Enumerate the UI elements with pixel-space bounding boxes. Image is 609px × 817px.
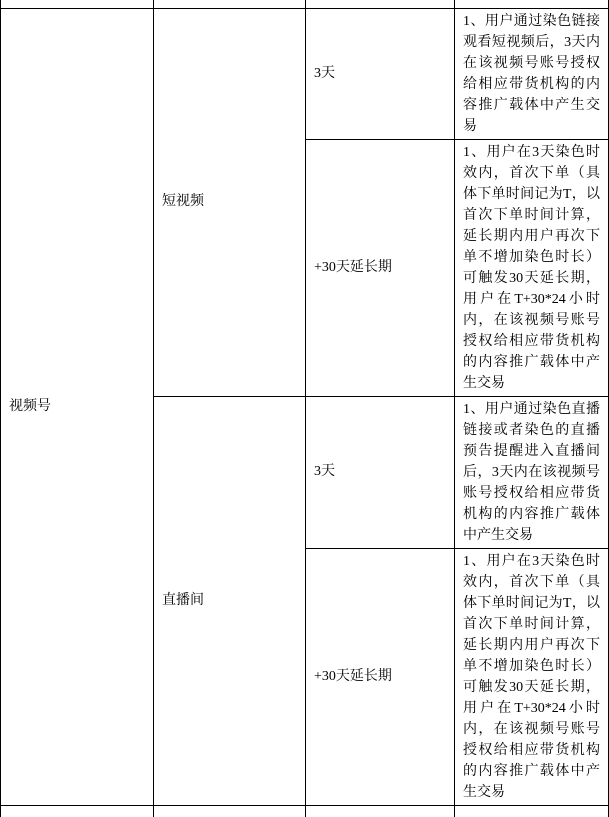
cell-empty: [306, 0, 455, 8]
cell-empty: [306, 805, 455, 817]
table-row-short-video-3day: [1, 8, 609, 139]
cell-period-extension: +30天延长期: [306, 139, 455, 396]
cell-empty: [455, 0, 609, 8]
cell-period-extension: +30天延长期: [306, 548, 455, 805]
cell-description-short-video-extension: 1、用户在3天染色时效内，首次下单（具体下单时间记为T，以首次下单时间计算，延长期内用户再次下单不增加染色时长）可触发30天延长期，用户在T+30*24小时内，在该视频号账号授权给相应带货机构的内容推广载体中产生交易: [455, 139, 609, 396]
cell-description-live-room-3day: 1、用户通过染色直播链接或者染色的直播预告提醒进入直播间后，3天内在该视频号账号授权给相应带货机构的内容推广载体中产生交易: [455, 396, 609, 548]
table-row-bottom-sliver: [1, 805, 609, 817]
cell-period-3day: 3天: [306, 8, 455, 139]
cell-period-3day: 3天: [306, 396, 455, 548]
cell-description-short-video-3day: 1、用户通过染色链接观看短视频后，3天内在该视频号账号授权给相应带货机构的内容推广载体中产生交易: [455, 8, 609, 139]
cell-description-live-room-extension: 1、用户在3天染色时效内，首次下单（具体下单时间记为T，以首次下单时间计算，延长期内用户再次下单不增加染色时长）可触发30天延长期，用户在T+30*24小时内，在该视频号账号授权给相应带货机构的内容推广载体中产生交易: [455, 548, 609, 805]
cell-empty: [455, 805, 609, 817]
cell-channel-short-video: 短视频: [154, 8, 306, 396]
table-row-top-sliver: [1, 0, 609, 8]
cell-empty: [154, 805, 306, 817]
cell-channel-live-room: 直播间: [154, 396, 306, 805]
cell-platform: 视频号: [1, 8, 154, 805]
cell-empty: [1, 805, 154, 817]
cell-empty: [154, 0, 306, 8]
cell-empty: [1, 0, 154, 8]
